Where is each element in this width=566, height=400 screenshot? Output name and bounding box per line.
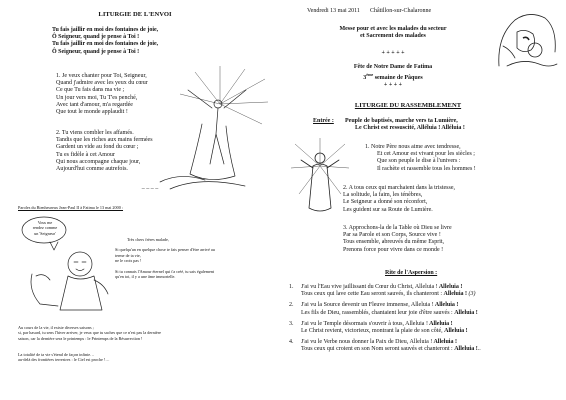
pope-seasons: Au cours de la vie, il existe diverses saisons ; si, par hasard, tu sens l'hiver arriver, je veux que tu saches que ce n'est pas la dernière saison, car la dernière sera le printemps : le Printemps de la Résurrection ! xyxy=(18,325,161,341)
right-page xyxy=(283,0,566,400)
envoi-dashes: – – – – xyxy=(141,186,159,192)
pope-letter: Très chers frères malade, Si quelqu'un en quelque chose te fais penser d'être arrivé au terme de ta vie, ne le crois pas ! Si tu connais l'Amour éternel qui t'a créé, tu sais également qu'en toi, il y a une âme immortelle. xyxy=(115,237,215,280)
envoi-refrain: Tu fais jaillir en moi des fontaines de joie, Ô Seigneur, quand je pense à Toi ! Tu fais jaillir en moi des fontaines de joie, Ô Seigneur, quand je pense à Toi ! xyxy=(52,27,159,55)
entree-verse-2: 2. A tous ceux qui marchaient dans la tristesse, La solitude, la faim, les ténèbres, Le Seigneur a donné son réconfort, Les guident sur sa Route de Lumière. xyxy=(343,185,455,213)
aspersion-verse-3: 3. J'ai vu le Temple désormais s'ouvrir à tous, Alleluia ! Alleluia ! Le Christ revient, victorieux, montrant la plaie de son côté, Alleluia ! xyxy=(289,320,468,335)
envoi-title: LITURGIE DE L'ENVOI xyxy=(98,11,172,18)
pope-heading: Paroles du Bienheureux Jean-Paul II à Fatima le 13 mai 2000 : xyxy=(18,205,124,210)
envoi-verse-2: 2. Tu viens combler les affamés. Tandis que les riches aux mains fermées Gardent un vide au fond du cœur ; Tu es fidèle à cet Amour Qui nous accompagne chaque jour, Aujourd'hui comme autrefois. xyxy=(56,130,153,173)
rising-figure-illustration xyxy=(150,64,270,194)
mass-title: Messe pour et avec les malades du secteur et Sacrement des malades xyxy=(339,26,447,40)
header-date-line: Vendredi 13 mai 2011 Châtillon-sur-Chalaronne xyxy=(307,8,432,14)
crosses-2: + + + + xyxy=(383,82,403,88)
entree-label: Entrée : xyxy=(313,118,334,124)
aspersion-verses xyxy=(289,284,561,354)
crosses-1: + + + + + xyxy=(381,50,405,56)
aspersion-verse-2: 2. J'ai vu la Source devenir un Fleuve immense, Alleluia ! Alleluia ! Les fils de Dieu, rassemblés, chantaient leur joie d'être sauvés : Alleluia ! xyxy=(289,302,478,316)
entree-refrain: Peuple de baptisés, marche vers ta Lumière, Le Christ est ressuscité, Alléluia ! Alléluia ! xyxy=(345,118,465,132)
aspersion-title: Rite de l'Aspersion : xyxy=(385,270,438,276)
speech-bubble: Vous me rendez comme un 'Seigneur' xyxy=(32,220,58,236)
envoi-verse-1: 1. Je veux chanter pour Toi, Seigneur, Quand j'admire avec les yeux du cœur Ce que Tu fais dans ma vie ; Un jour vers moi, Tu T'es penché, Avec tant d'amour, m'a regardée Que tout le monde applaudit ! xyxy=(56,73,148,116)
feast-title: Fête de Notre Dame de Fatima 3ème semaine de Pâques xyxy=(353,64,433,82)
entree-verse-3: 3. Approchons-la de la Table où Dieu se livre Par sa Parole et son Corps, Source vive ! Tous ensemble, abreuvés du même Esprit, Prenons force pour vivre dans ce monde ! xyxy=(343,225,452,253)
aspersion-verse-4: 4. J'ai vu le Verbe nous donner la Paix de Dieu, Alleluia ! Alleluia ! Tous ceux qui croient en son Nom seront sauvés et chanteront : Alleluia !.. xyxy=(289,339,481,353)
entree-verse-1: 1. Notre Père nous aime avec tendresse, Et cet Amour est vivant pour les siècles ; Que son peuple le dise à l'univers : Il rachète et rassemble tous les hommes ! xyxy=(365,144,476,172)
pope-totality: La totalité de ta vie s'étend de façon infinie… au-delà des frontières terrestres : le Ciel est proche !… xyxy=(18,352,110,363)
madonna-illustration xyxy=(493,6,561,72)
risen-christ-illustration xyxy=(291,138,349,216)
aspersion-verse-1: 1. J'ai vu l'Eau vive jaillissant du Cœur du Christ, Alleluia ! Alleluia ! Tous ceux qui lave cette Eau seront sauvés, ils chanteront : Alleluia ! (3) xyxy=(289,284,476,298)
rassemblement-title: LITURGIE DU RASSEMBLEMENT xyxy=(354,102,462,109)
